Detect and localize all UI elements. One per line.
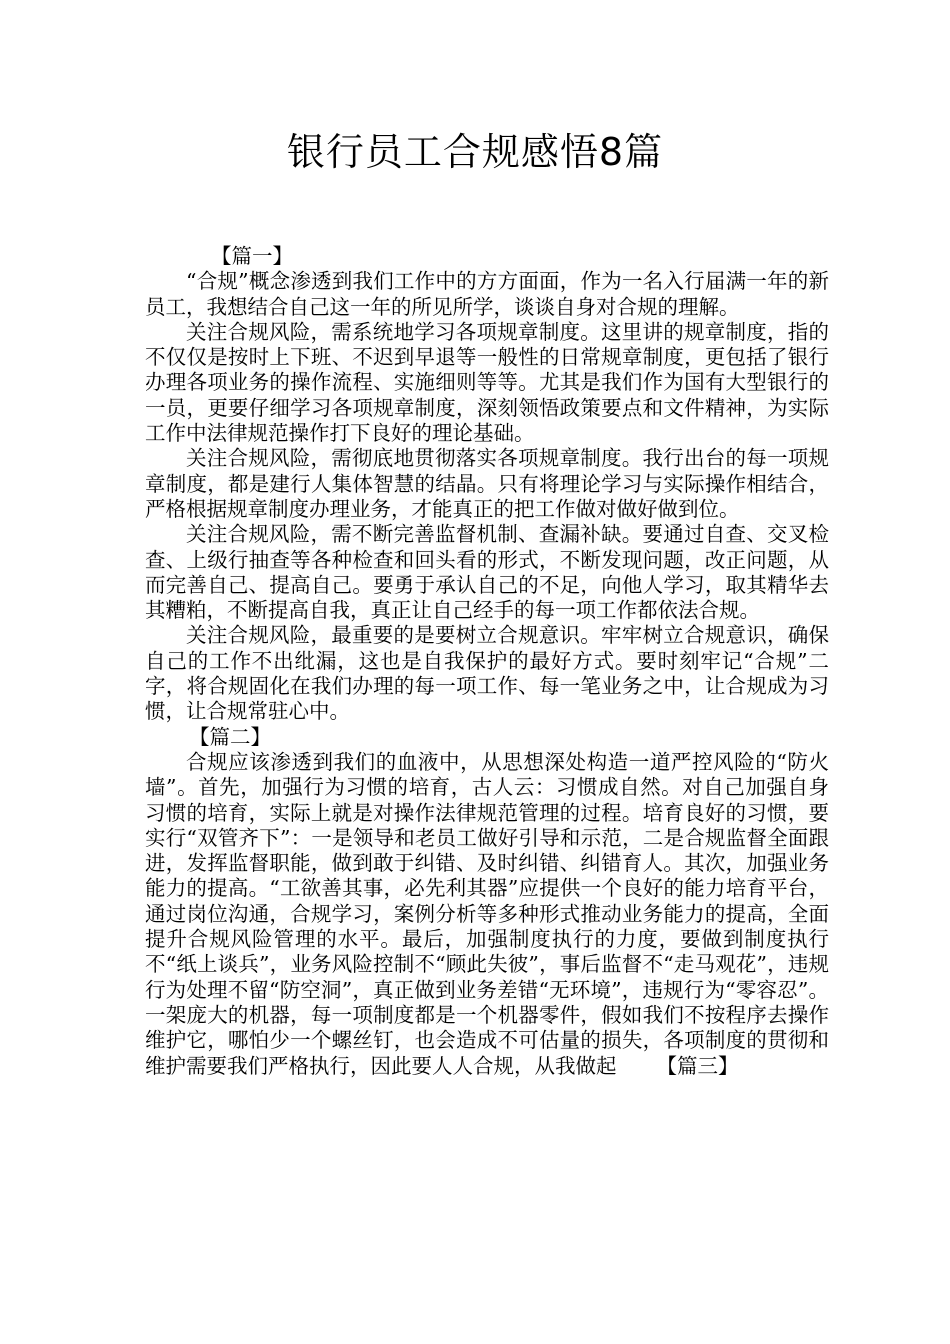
paragraph: 关注合规风险，需彻底地贯彻落实各项规章制度。我行出台的每一项规章制度，都是建行人集体智慧的结晶。只有将理论学习与实际操作相结合，严格根据规章制度办理业务，才能真正的把工作做对做好做到位。 xyxy=(145,446,829,521)
paragraph: 关注合规风险，最重要的是要树立合规意识。牢牢树立合规意识，确保自己的工作不出纰漏，这也是自我保护的最好方式。要时刻牢记“合规”二字，将合规固化在我们办理的每一项工作、每一笔业务之中，让合规成为习惯，让合规常驻心中。 xyxy=(145,623,829,724)
section-heading-1: 【篇一】 xyxy=(211,244,293,268)
paragraph: “合规”概念渗透到我们工作中的方方面面，作为一名入行届满一年的新员工，我想结合自己这一年的所见所学，谈谈自身对合规的理解。 xyxy=(145,269,829,319)
section-heading-2: 【篇二】 xyxy=(189,724,271,749)
paragraph: 关注合规风险，需不断完善监督机制、查漏补缺。要通过自查、交叉检查、上级行抽查等各种检查和回头看的形式，不断发现问题，改正问题，从而完善自己、提高自己。要勇于承认自己的不足，向他人学习，取其精华去其糟粕，不断提高自我，真正让自己经手的每一项工作都依法合规。 xyxy=(145,522,829,623)
paragraph xyxy=(145,750,829,1079)
document-body xyxy=(145,244,829,1079)
paragraph-text: 合规应该渗透到我们的血液中，从思想深处构造一道严控风险的“防火墙”。首先，加强行为习惯的培育，古人云：习惯成自然。对自己加强自身习惯的培育，实际上就是对操作法律规范管理的过程。培育良好的习惯，要实行“双管齐下”：一是领导和老员工做好引导和示范，二是合规监督全面跟进，发挥监督职能，做到敢于纠错、及时纠错、纠错育人。其次，加强业务能力的提高。“工欲善其事，必先利其器”应提供一个良好的能力培育平台，通过岗位沟通，合规学习，案例分析等多种形式推动业务能力的提高，全面提升合规风险管理的水平。最后，加强制度执行的力度，要做到制度执行不“纸上谈兵”，业务风险控制不“顾此失彼”，事后监督不“走马观花”，违规行为处理不留“防空洞”，真正做到业务差错“无环境”，违规行为“零容忍”。一架庞大的机器，每一项制度都是一个机器零件，假如我们不按程序去操作维护它，哪怕少一个螺丝钉，也会造成不可估量的损失，各项制度的贯彻和维护需要我们严格执行，因此要人人合规，从我做起 xyxy=(145,749,829,1078)
section-heading-3: 【篇三】 xyxy=(656,1053,739,1078)
paragraph: 关注合规风险，需系统地学习各项规章制度。这里讲的规章制度，指的不仅仅是按时上下班、不迟到早退等一般性的日常规章制度，更包括了银行办理各项业务的操作流程、实施细则等等。尤其是我们作为国有大型银行的一员，更要仔细学习各项规章制度，深刻领悟政策要点和文件精神，为实际工作中法律规范操作打下良好的理论基础。 xyxy=(145,319,829,446)
document-title: 银行员工合规感悟8篇 xyxy=(286,130,664,174)
